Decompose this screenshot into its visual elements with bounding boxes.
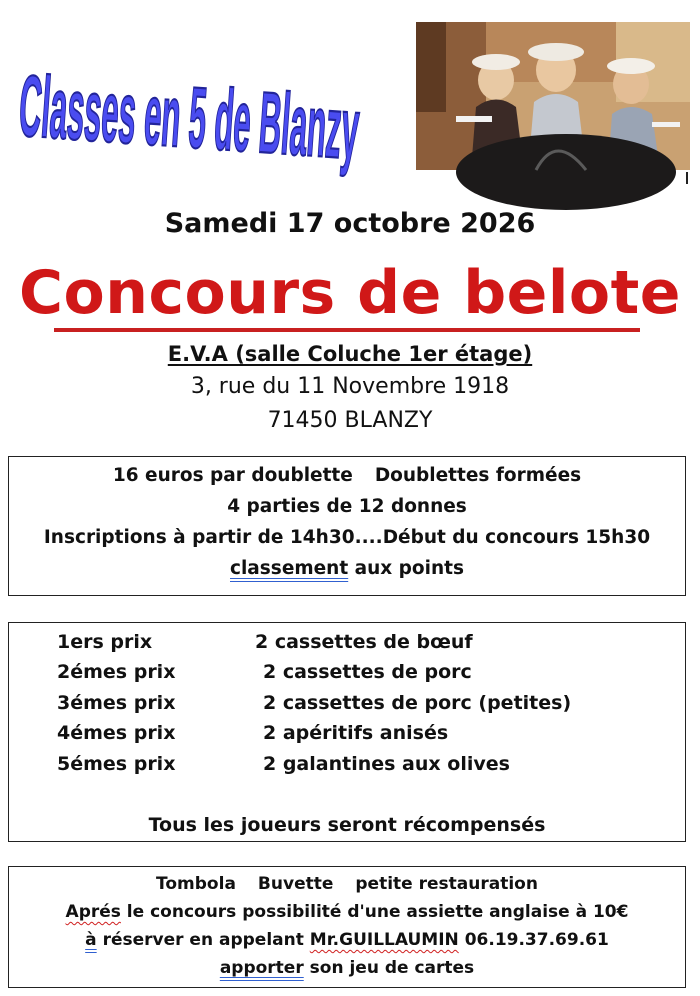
prize-rank: 3émes prix [57,692,176,714]
teams-text: Doublettes formées [374,465,582,486]
cards-text: son jeu de cartes [303,958,475,978]
apporter-word: apporter [219,958,304,978]
info-box [8,456,686,596]
venue-name-text: E.V.A (salle Coluche 1er étage) [167,342,533,366]
extras-line-4 [9,958,685,978]
extras-line-2 [9,902,685,922]
prize-item: 2 cassettes de porc (petites) [263,692,572,714]
phone-number: 06.19.37.69.61 [458,930,609,950]
title-wordart-text: Classes en 5 de Blanzy [16,56,682,200]
event-date: Samedi 17 octobre 2026 [164,208,536,239]
prize-row-3 [57,692,677,716]
prizes-footer: Tous les joueurs seront récompensés [148,814,546,836]
prize-item: 2 apéritifs anisés [263,722,449,744]
title-wordart [14,22,682,200]
stray-mark [686,172,688,184]
assiette-text: le concours possibilité d'une assiette anglaise à 10€ [120,902,629,922]
prize-rank: 1ers prix [57,631,153,653]
contact-name: Mr.GUILLAUMIN [309,930,459,950]
buvette-text: Buvette [257,874,334,894]
venue-name [0,342,700,366]
venue-street: 3, rue du 11 Novembre 1918 [190,374,510,399]
prize-rank: 2émes prix [57,661,176,683]
extras-line-3 [9,930,685,950]
prize-rank: 4émes prix [57,722,176,744]
price-text: 16 euros par doublette [112,465,353,486]
prizes-box [8,622,686,842]
prize-row-2 [57,661,677,685]
extras-box [8,866,686,988]
prize-row-1 [57,631,677,655]
ranking-line [9,558,685,579]
prize-item: 2 cassettes de bœuf [255,631,473,653]
restauration-text: petite restauration [355,874,538,894]
prize-item: 2 galantines aux olives [263,753,510,775]
extras-line-1 [9,874,685,894]
prize-item: 2 cassettes de porc [263,661,472,683]
event-title: Concours de belote [19,258,681,328]
ranking-rest: aux points [348,558,464,579]
prize-row-4 [57,722,677,746]
venue-city: 71450 BLANZY [267,408,433,433]
prize-row-5 [57,753,677,777]
title-underline [54,328,640,332]
price-line [9,465,685,486]
games-line: 4 parties de 12 donnes [227,496,467,517]
prize-rank: 5émes prix [57,753,176,775]
schedule-line: Inscriptions à partir de 14h30....Début du concours 15h30 [43,527,651,548]
ranking-word: classement [230,558,349,579]
tombola-text: Tombola [156,874,236,894]
apres-word: Aprés [65,902,121,922]
a-word: à [85,930,97,950]
card-players-painting-icon [416,22,690,170]
reserve-text: réserver en appelant [96,930,310,950]
